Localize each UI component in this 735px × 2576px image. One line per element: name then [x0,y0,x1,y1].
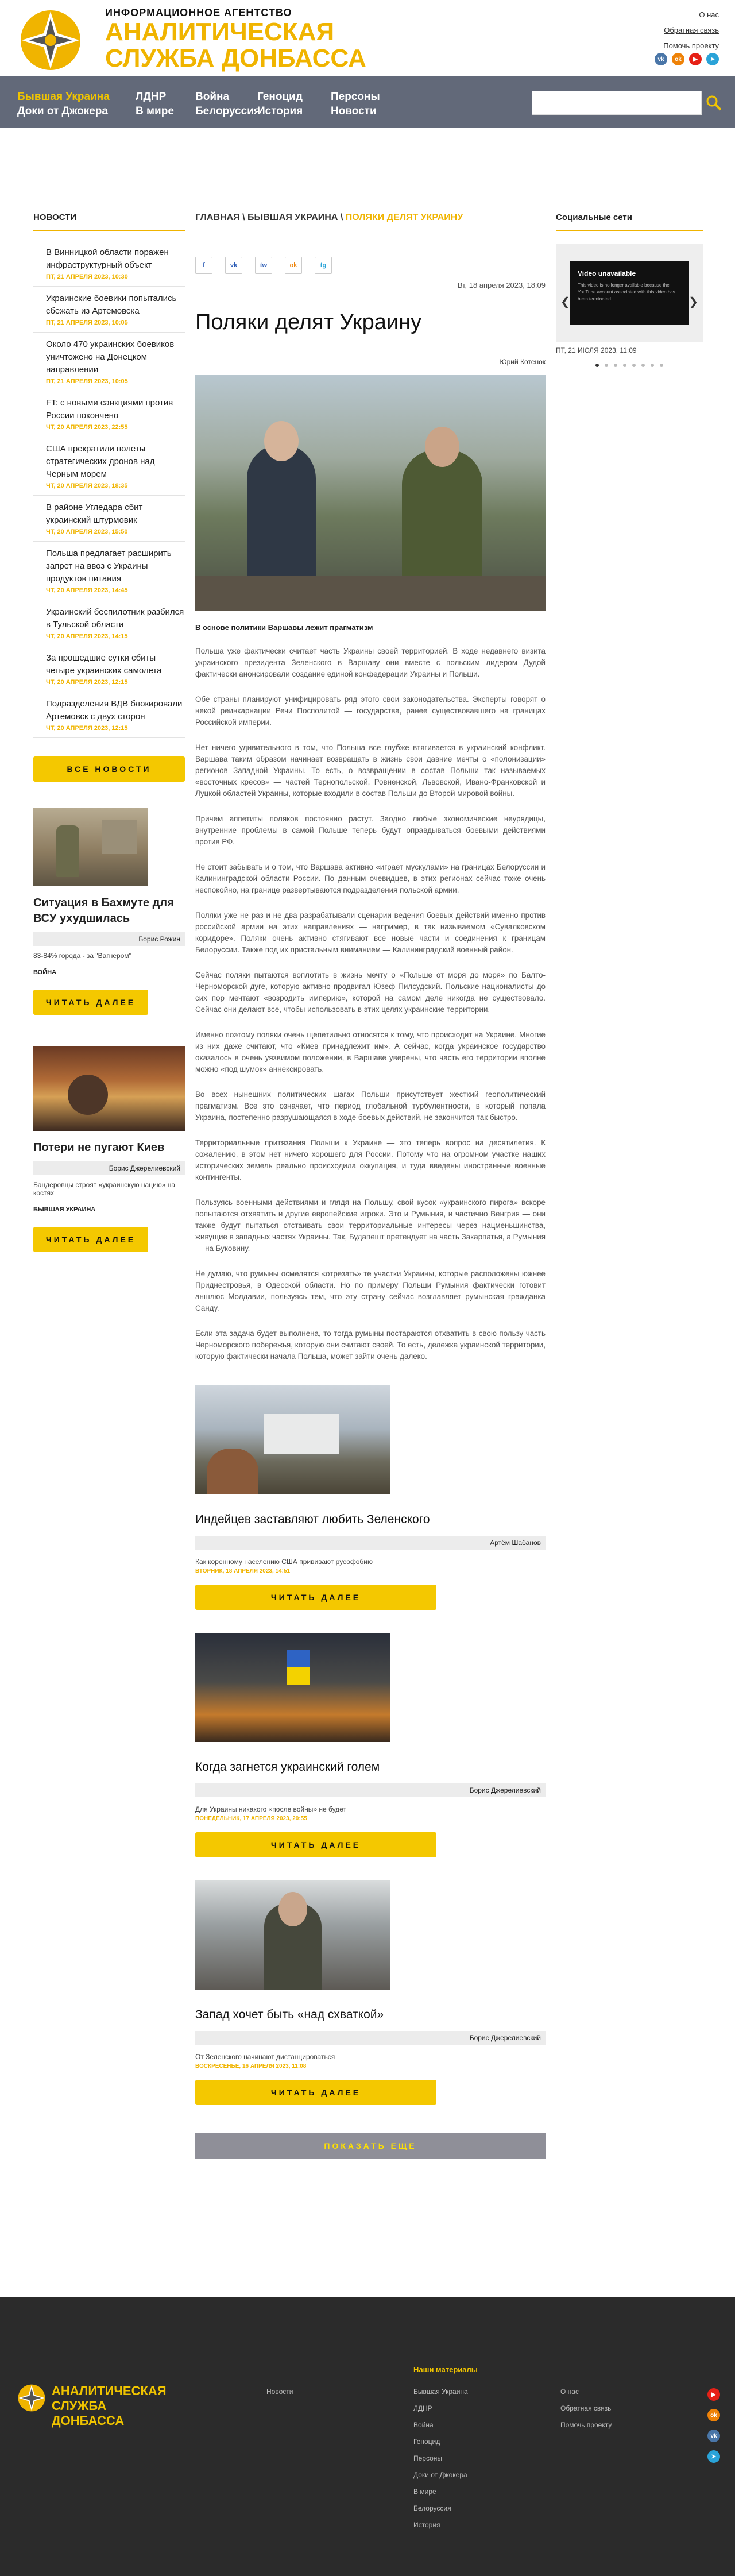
footer-link[interactable]: Белоруссия [413,2504,451,2512]
logo-emblem-icon [16,2382,47,2413]
card-summary: Бандеровцы строят «украинскую нацию» на костях [33,1181,176,1197]
nav-news[interactable]: Новости [331,105,377,117]
footer-link[interactable]: В мире [413,2488,436,2496]
telegram-icon[interactable]: ➤ [707,2450,720,2463]
hero-image [195,375,546,611]
vk-icon[interactable]: vk [707,2430,720,2442]
nav-genocide[interactable]: Геноцид [257,91,303,103]
card-author: Борис Рожин [33,932,185,946]
right-column [556,213,703,367]
ok-share-icon[interactable]: ok [285,257,302,274]
paragraph: Именно поэтому поляки очень щепетильно относятся к тому, что происходит на Украине. Многие из них даже считают, что «Киев принадлежит им». А сейчас, когда украинское государство оказалось в очень уязвимом положении, в Варшаве уверены, что часть его территории вполне можно «под шумок» аннексировать. [195,1030,546,1073]
footer-col1 [266,2384,293,2400]
dot[interactable] [614,364,617,367]
dot[interactable] [595,364,599,367]
read-more-button[interactable]: ЧИТАТЬ ДАЛЕЕ [195,1832,436,1857]
vk-icon[interactable]: vk [655,53,667,65]
youtube-icon[interactable]: ▶ [689,53,702,65]
video-slider [556,244,703,342]
dot[interactable] [660,364,663,367]
related-image [195,1633,390,1742]
footer-link[interactable]: Доки от Джокера [413,2471,467,2479]
paragraph: Причем аппетиты поляков постоянно растут. Заодно любые экономические неурядицы, внутренние проблемы в самой Польше теперь будут оправдываться боевыми действиями против РФ. [195,814,546,846]
card-category: БЫВШАЯ УКРАИНА [33,1206,96,1213]
footer-link[interactable]: О нас [560,2388,579,2396]
nav-ldnr[interactable]: ЛДНР [136,91,167,103]
card-category: ВОЙНА [33,969,57,976]
telegram-icon[interactable]: ➤ [706,53,719,65]
related-date: ВОСКРЕСЕНЬЕ, 16 АПРЕЛЯ 2023, 11:08 [195,2063,307,2069]
show-more-button[interactable]: ПОКАЗАТЬ ЕЩЕ [195,2133,546,2159]
feedback-link[interactable]: Обратная связь [664,26,719,34]
news-item[interactable]: В районе Угледара сбит украинский штурмовик ЧТ, 20 АПРЕЛЯ 2023, 15:50 [33,496,185,542]
site-footer [0,2297,735,2576]
logo-sup: ИНФОРМАЦИОННОЕ АГЕНТСТВО [105,7,292,18]
paragraph: Не думаю, что румыны осмелятся «отрезать» те участки Украины, которые расположены южнее Приднестровья, в Одесской области. Но по примеру Польши Румыния фактически готовит аншлюс Молдавии, пользуясь тем, что эту страну сейчас возглавляет румынская гражданка Санду. [195,1269,546,1312]
ok-icon[interactable]: ok [672,53,684,65]
nav-joker[interactable]: Доки от Джокера [17,105,108,117]
ok-icon[interactable]: ok [707,2409,720,2421]
paragraph: Нет ничего удивительного в том, что Польша все глубже втягивается в украинский конфликт. Варшава таким образом начинает возвращать в жизнь свои давние мечты о «полонизации» регионов Западной Украины. То есть, о возвращении в состав Польши так называемых «восточных кресов» — частей Тернопольской, Ровненской, Львовской, Ивано-Франковской и Луцкой областей Украины, которые входили в состав Польши до Второй мировой войны. [195,743,546,798]
video-message: This video is no longer available because the YouTube account associated with this video has been terminated. [578,283,675,302]
news-item[interactable]: За прошедшие сутки сбиты четыре украинских самолета ЧТ, 20 АПРЕЛЯ 2023, 12:15 [33,646,185,692]
card-author: Борис Джерелиевский [33,1161,185,1175]
paragraph: Не стоит забывать и о том, что Варшава активно «играет мускулами» на границах Белоруссии и Калининградской области России. По данным очевидцев, в этих регионах сейчас тоже очень неспокойно, на границе развертываются подразделения польской армии. [195,863,546,894]
related-article[interactable] [195,1633,546,1857]
article [195,213,546,2159]
nav-history[interactable]: История [257,105,303,117]
site-header [0,0,735,76]
footer-col3 [560,2384,612,2434]
slider-dots [556,364,703,367]
paragraph: Польша уже фактически считает часть Украины своей территорией. В ходе недавнего визита украинского президента Зеленского в Варшаву они вместе с польским лидером Дудой фактически анонсировали создание единой конфедерации Украины и Польши. [195,647,546,678]
read-more-button[interactable]: ЧИТАТЬ ДАЛЕЕ [33,1227,148,1252]
video-date: ПТ, 21 ИЮЛЯ 2023, 11:09 [556,346,637,354]
footer-link[interactable]: Помочь проекту [560,2421,612,2429]
related-summary: Для Украины никакого «после войны» не будет [195,1805,346,1813]
news-item[interactable]: Около 470 украинских боевиков уничтожено на Донецком направлении ПТ, 21 АПРЕЛЯ 2023, 10:05 [33,333,185,391]
paragraph: Пользуясь военными действиями и глядя на Польшу, свой кусок «украинского пирога» вскоре попытаются отхватить и другие европейские игроки. Это и Румыния, и частично Венгрия — они также будут пытаться отстаивать свои территориальные интересы через нацменьшинства, живущие в западных частях Украины. Так, Будапешт претендует на часть Закарпатья, а Румыния — на Буковину. [195,1198,546,1253]
facebook-share-icon[interactable]: f [195,257,212,274]
nav-persons[interactable]: Персоны [331,91,380,103]
news-item[interactable]: США прекратили полеты стратегических дронов над Черным морем ЧТ, 20 АПРЕЛЯ 2023, 18:35 [33,437,185,496]
hero-caption: В основе политики Варшавы лежит прагматизм [195,623,373,632]
all-news-button[interactable]: ВСЕ НОВОСТИ [33,756,185,782]
breadcrumb-section[interactable]: БЫВШАЯ УКРАИНА [247,213,338,222]
related-date: ВТОРНИК, 18 АПРЕЛЯ 2023, 14:51 [195,1568,291,1574]
nav-world[interactable]: В мире [136,105,174,117]
article-body [195,646,546,1362]
paragraph: Поляки уже не раз и не два разрабатывали сценарии ведения боевых действий именно против российской армии на этих направлениях — например, в так называемом «Сувалковском коридоре». Поляки очень активно стягивают все новые части и соединения к границам Белоруссии. Также под их пристальным вниманием — Калининградский военный район. [195,911,546,954]
nav-war[interactable]: Война [195,91,230,103]
related-image [195,1880,390,1990]
related-article[interactable] [195,1385,546,1610]
dot[interactable] [605,364,608,367]
related-author: Артём Шабанов [195,1536,546,1550]
related-author: Борис Джерелиевский [195,1783,546,1797]
about-link[interactable]: О нас [699,10,719,19]
prev-arrow-icon[interactable]: ❮ [560,296,570,308]
breadcrumb: ГЛАВНАЯ \ БЫВШАЯ УКРАИНА \ ПОЛЯКИ ДЕЛЯТ УКРАИНУ [195,213,546,229]
video-player[interactable] [570,261,689,325]
news-item[interactable]: Украинский беспилотник разбился в Тульской области ЧТ, 20 АПРЕЛЯ 2023, 14:15 [33,600,185,646]
dot[interactable] [641,364,645,367]
share-bar [195,257,546,274]
dot[interactable] [651,364,654,367]
article-date: Вт, 18 апреля 2023, 18:09 [457,281,546,289]
side-card-losses[interactable] [33,1046,185,1252]
footer-logo-line2: СЛУЖБА ДОНБАССА [52,2399,125,2428]
logo-line1: АНАЛИТИЧЕСКАЯ [105,18,335,46]
twitter-share-icon[interactable]: tw [255,257,272,274]
related-article[interactable] [195,1880,546,2105]
card-image [33,808,148,886]
header-socials [655,53,719,65]
footer-heading: Наши материалы [413,2365,478,2374]
news-heading: НОВОСТИ [33,213,185,231]
footer-col2 [413,2384,468,2533]
footer-link[interactable]: ЛДНР [413,2404,432,2412]
site-logo[interactable] [16,6,366,72]
news-item[interactable]: Украинские боевики попытались сбежать из Артемовска ПТ, 21 АПРЕЛЯ 2023, 10:05 [33,287,185,333]
breadcrumb-current: ПОЛЯКИ ДЕЛЯТ УКРАИНУ [345,213,463,222]
related-date: ПОНЕДЕЛЬНИК, 17 АПРЕЛЯ 2023, 20:55 [195,1816,307,1822]
card-summary: 83-84% города - за "Вагнером" [33,952,131,960]
youtube-icon[interactable]: ▶ [707,2388,720,2401]
related-summary: От Зеленского начинают дистанцироваться [195,2053,335,2061]
left-column [33,213,185,1252]
card-image [33,1046,185,1131]
search-icon[interactable] [705,94,722,111]
news-item[interactable]: Польша предлагает расширить запрет на ввоз с Украины продуктов питания ЧТ, 20 АПРЕЛЯ 2023, 14:45 [33,542,185,600]
footer-logo[interactable] [16,2382,177,2428]
read-more-button[interactable]: ЧИТАТЬ ДАЛЕЕ [195,1585,436,1610]
main-nav [0,76,735,128]
related-image [195,1385,390,1494]
logo-emblem-icon [16,6,85,75]
paragraph: Если эта задача будет выполнена, то тогда румыны постараются отхватить в свою пользу часть Черноморского побережья, которую они считают своей. То есть, дележка украинской территории, которую фактически начала Польша, может зайти очень далеко. [195,1329,546,1361]
paragraph: Обе страны планируют унифицировать ряд этого свои законодательства. Эксперты говорят о некой реинкарнации Речи Посполитой — государства, ранее существовавшего на границах Российской империи. [195,695,546,727]
nav-belarus[interactable]: Белоруссия [195,105,260,117]
footer-link[interactable]: Бывшая Украина [413,2388,468,2396]
read-more-button[interactable]: ЧИТАТЬ ДАЛЕЕ [195,2080,436,2105]
paragraph: Сейчас поляки пытаются воплотить в жизнь мечту о «Польше от моря до моря» по Балто-Черноморской дуге, которую активно продвигал Юзеф Пилсудский. Польские националисты до сих пор мечтают «возродить империю», которой на самом деле никогда не существовало. Сейчас они делают все, чтобы использовать в этих целях украинские территории. [195,971,546,1014]
social-heading: Социальные сети [556,213,703,231]
footer-logo-line1: АНАЛИТИЧЕСКАЯ [52,2384,167,2398]
top-links [663,7,719,53]
related-summary: Как коренному населению США прививают русофобию [195,1558,373,1566]
footer-link[interactable]: Новости [266,2388,293,2396]
logo-line2: СЛУЖБА ДОНБАССА [105,44,366,72]
card-title: Ситуация в Бахмуте для ВСУ ухудшилась [33,897,174,925]
related-title: Когда загнется украинский голем [195,1760,380,1774]
vk-share-icon[interactable]: vk [225,257,242,274]
paragraph: Во всех нынешних политических шагах Польши присутствует жесткий геополитический прагматизм. Все это означает, что период глобальной турбулентности, в который попала Украина, постепенно разрушающаяся в ходе боевых действий, не закончится так быстро. [195,1090,546,1122]
related-title: Запад хочет быть «над схваткой» [195,2008,384,2021]
next-arrow-icon[interactable]: ❯ [688,296,698,308]
card-title: Потери не пугают Киев [33,1141,165,1154]
footer-socials [707,2388,720,2463]
read-more-button[interactable]: ЧИТАТЬ ДАЛЕЕ [33,990,148,1015]
dot[interactable] [632,364,636,367]
paragraph: Территориальные притязания Польши к Украине — это теперь вопрос на десятилетия. К сожалению, в этом нет ничего хорошего для России. Потому что на огромном участке наших исторических земель реально происходила оккупация, и туда введены иностранные военные контингенты. [195,1138,546,1181]
news-item[interactable]: В Винницкой области поражен инфраструктурный объект ПТ, 21 АПРЕЛЯ 2023, 10:30 [33,241,185,287]
breadcrumb-home[interactable]: ГЛАВНАЯ [195,213,240,222]
nav-ukraine[interactable]: Бывшая Украина [17,91,110,103]
footer-link[interactable]: Война [413,2421,434,2429]
related-author: Борис Джерелиевский [195,2031,546,2045]
footer-link[interactable]: История [413,2521,440,2529]
donate-link[interactable]: Помочь проекту [663,41,719,50]
telegram-share-icon[interactable]: tg [315,257,332,274]
footer-link[interactable]: Персоны [413,2454,443,2462]
news-item[interactable]: FT: с новыми санкциями против России покончено ЧТ, 20 АПРЕЛЯ 2023, 22:55 [33,391,185,437]
article-title: Поляки делят Украину [195,310,422,334]
footer-link[interactable]: Геноцид [413,2438,440,2446]
dot[interactable] [623,364,626,367]
side-card-bakhmut[interactable] [33,808,185,1015]
search-input[interactable] [532,91,702,115]
footer-link[interactable]: Обратная связь [560,2404,612,2412]
article-author: Юрий Котенок [500,358,546,366]
related-title: Индейцев заставляют любить Зеленского [195,1513,430,1526]
video-title: Video unavailable [578,269,636,277]
news-item[interactable]: Подразделения ВДВ блокировали Артемовск с двух сторон ЧТ, 20 АПРЕЛЯ 2023, 12:15 [33,692,185,738]
news-list [33,241,185,738]
